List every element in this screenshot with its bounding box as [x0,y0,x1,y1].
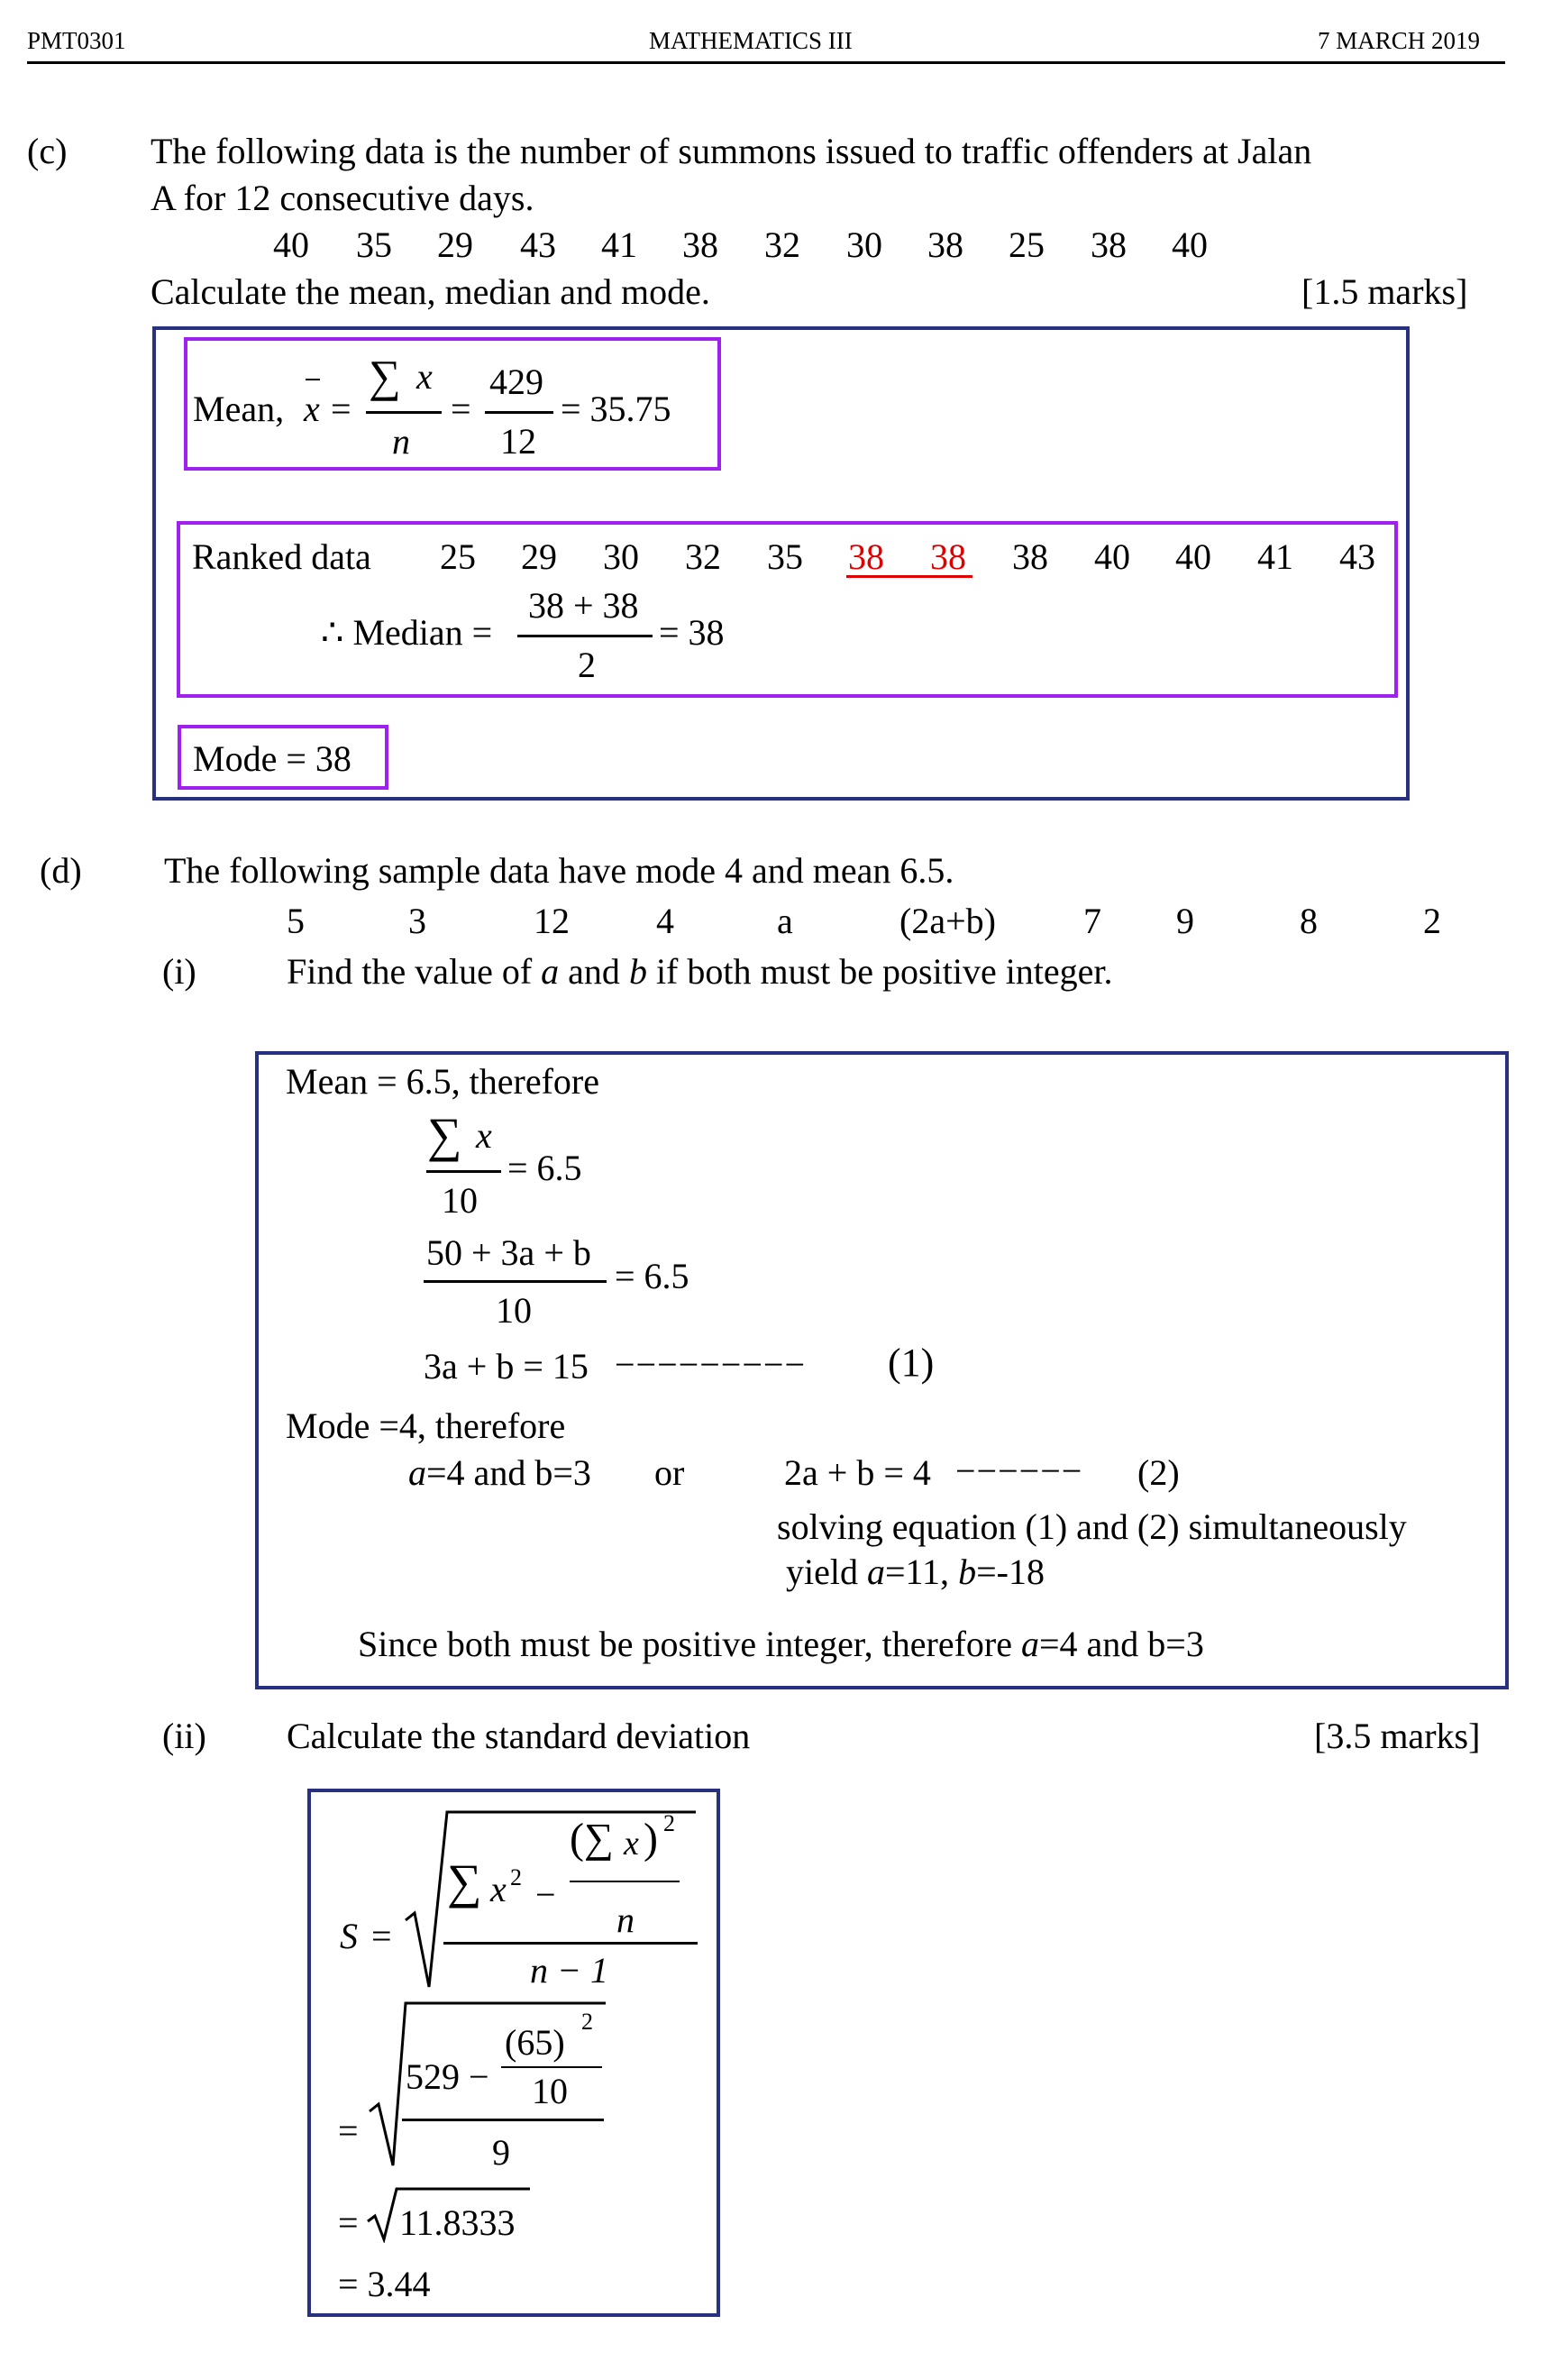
data-value: 38 [1091,224,1127,265]
fraction-bar [570,1881,680,1882]
sigma-symbol: ∑ [447,1854,482,1909]
xbar-overline [306,379,320,380]
sd-minus: − [535,1874,556,1915]
ranked-value-middle: 38 [848,536,884,577]
sd-65-sup: 2 [581,2009,593,2035]
fraction-bar [402,2119,604,2121]
fraction-bar [426,1170,501,1173]
median-underline [846,575,972,578]
mean-xbar: x [304,389,320,429]
data-value: 3 [408,901,426,941]
sd-outer-sup-2: 2 [663,1810,675,1836]
mean-num: 429 [489,362,543,402]
sol-i-eq2-dashes: −−−−−− [955,1451,1083,1491]
sd-line2-equals: = [338,2110,359,2151]
sub-ii-label: (ii) [162,1716,206,1756]
part-d-question: The following sample data have mode 4 and mean 6.5. [164,850,954,891]
sol-i-option1: a=4 and b=3 [408,1452,591,1493]
sol-i-eq2: 2a + b = 4 [784,1452,931,1493]
sol-i-conclusion: Since both must be positive integer, therefore a=4 and b=3 [358,1624,1204,1664]
fraction-bar [517,635,653,637]
mean-label: Mean, [193,389,285,429]
ranked-value: 30 [603,536,639,577]
ranked-value: 40 [1175,536,1211,577]
data-value: 35 [356,224,392,265]
sd-result: = 3.44 [338,2264,431,2304]
fraction-bar [443,1942,698,1945]
data-value: 41 [601,224,637,265]
part-c-marks: [1.5 marks] [1301,271,1468,312]
part-c-instruction: Calculate the mean, median and mode. [151,271,710,312]
mean-result: = 35.75 [561,389,671,429]
sol-i-yield-line: yield a=11, b=-18 [786,1552,1045,1592]
sd-sup-2: 2 [510,1864,522,1890]
sd-9: 9 [492,2132,510,2173]
sol-i-frac1-var: x [476,1115,492,1156]
sd-paren-open: ( [570,1815,584,1863]
data-value: 29 [437,224,473,265]
sub-i-question: Find the value of a and b if both must be positive integer. [287,951,1113,992]
sol-i-frac2-den: 10 [496,1290,532,1331]
sub-ii-marks: [3.5 marks] [1314,1716,1481,1756]
data-value: 38 [682,224,718,265]
sd-529: 529 − [406,2056,489,2097]
header-course-code: PMT0301 [27,27,126,54]
ranked-value: 25 [440,536,476,577]
data-value: 43 [520,224,556,265]
mean-equals-2: = [451,389,471,429]
data-value: a [777,901,793,941]
sd-variance: 11.8333 [399,2202,516,2243]
sd-10: 10 [532,2071,568,2111]
sd-n: n [616,1899,635,1940]
data-value: 12 [534,901,570,941]
data-value: 25 [1009,224,1045,265]
ranked-value: 43 [1339,536,1375,577]
data-value: 7 [1083,901,1101,941]
median-result: = 38 [659,612,725,653]
ranked-value: 40 [1094,536,1130,577]
sd-symbol: S [340,1916,358,1956]
part-c-label: (c) [27,131,68,171]
part-c-question-line2: A for 12 consecutive days. [151,178,534,218]
ranked-value: 38 [1012,536,1048,577]
header-date: 7 MARCH 2019 [1318,27,1481,54]
data-value: 5 [287,901,305,941]
sd-x-squared: x [490,1869,507,1909]
header-subject: MATHEMATICS III [649,27,853,54]
mean-sum-var: x [416,356,433,397]
fraction-bar [366,411,442,414]
fraction-bar [424,1280,607,1283]
sol-i-eq1-tag: (1) [888,1341,935,1385]
sigma-symbol: ∑ [369,351,401,401]
data-value: 40 [273,224,309,265]
mean-equals: = [331,389,352,429]
sol-i-frac1-den: 10 [442,1180,478,1221]
sigma-symbol: ∑ [584,1815,614,1861]
ranked-value-middle: 38 [930,536,966,577]
part-d-label: (d) [40,850,82,891]
data-value: 38 [927,224,963,265]
sol-i-frac2-num: 50 + 3a + b [426,1232,591,1273]
sol-i-line1: Mean = 6.5, therefore [286,1061,599,1102]
median-prefix: ∴ Median = [321,612,493,653]
sol-i-eq1: 3a + b = 15 [424,1346,589,1387]
data-value: (2a+b) [899,901,996,941]
sd-65: (65) [505,2022,565,2063]
ranked-value: 41 [1257,536,1293,577]
sd-den: n − 1 [530,1950,608,1991]
ranked-data-label: Ranked data [192,536,371,577]
data-value: 2 [1423,901,1441,941]
sd-line3-equals: = [338,2202,359,2243]
fraction-bar [501,2066,602,2068]
sol-i-or: or [654,1452,685,1493]
part-c-question-line1: The following data is the number of summons issued to traffic offenders at Jalan [151,131,1312,171]
sol-i-frac1-result: = 6.5 [507,1148,582,1188]
data-value: 4 [656,901,674,941]
data-value: 32 [764,224,800,265]
mode-result: Mode = 38 [193,738,352,779]
sol-i-frac2-result: = 6.5 [615,1256,689,1296]
sub-ii-question: Calculate the standard deviation [287,1716,751,1756]
sigma-symbol: ∑ [427,1108,462,1162]
sd-inner-x: x [624,1825,639,1863]
data-value: 40 [1172,224,1208,265]
fraction-bar [485,411,553,414]
sol-i-solve-line: solving equation (1) and (2) simultaneously [777,1506,1407,1547]
median-num: 38 + 38 [528,585,639,626]
median-den: 2 [578,645,596,685]
header-rule [27,61,1505,64]
data-value: 8 [1300,901,1318,941]
sol-i-eq2-tag: (2) [1137,1452,1180,1493]
ranked-value: 32 [685,536,721,577]
sd-paren-close: ) [644,1815,658,1863]
ranked-value: 29 [521,536,557,577]
ranked-value: 35 [767,536,803,577]
sol-i-eq1-dashes: −−−−−−−−− [615,1344,807,1385]
sol-i-mode-line: Mode =4, therefore [286,1405,566,1446]
data-value: 9 [1176,901,1194,941]
mean-den: n [392,421,410,462]
sd-equals: = [371,1916,392,1956]
mean-den-2: 12 [500,421,536,462]
data-value: 30 [846,224,882,265]
sub-i-label: (i) [162,951,196,992]
